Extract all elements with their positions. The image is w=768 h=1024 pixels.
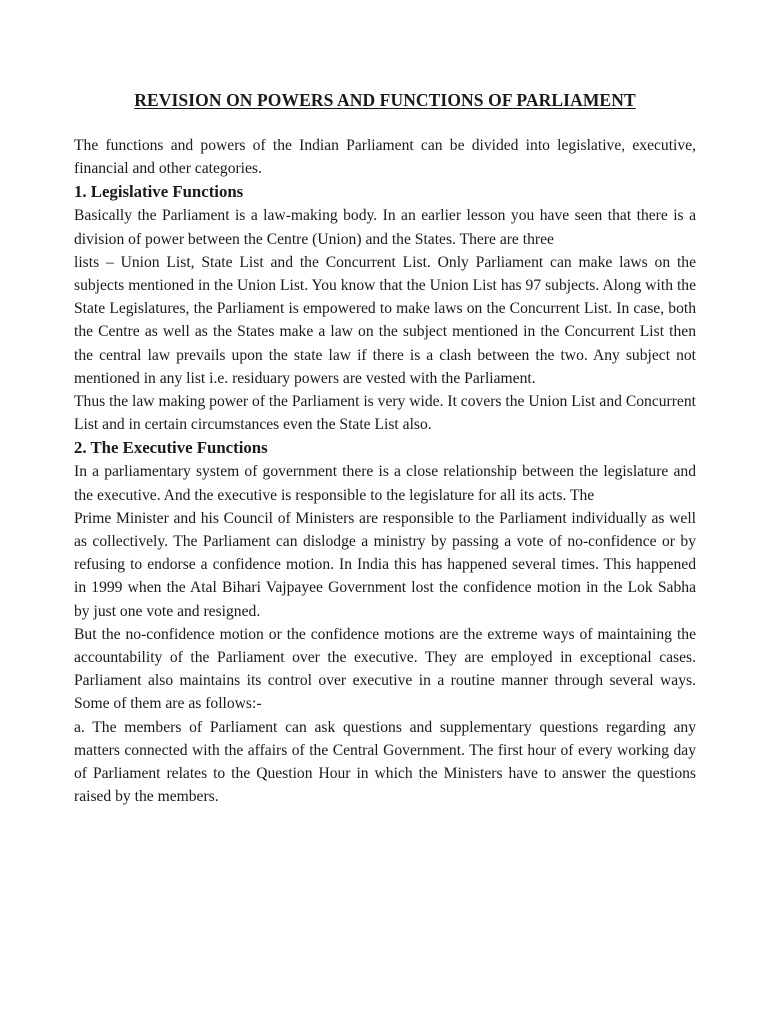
- executive-paragraph-1a: In a parliamentary system of government there is a close relationship between the legislature and the executive. And the executive is responsible to the legislature for all its acts. The: [74, 463, 696, 504]
- section-heading-executive: 2. The Executive Functions: [74, 438, 268, 458]
- legislative-paragraph-1b: lists – Union List, State List and the Concurrent List. Only Parliament can make laws on the subjects mentioned in the Union List. You know that the Union List has 97 subjects. Along with the State Legislatures, the Parliament is empowered to make laws on the Concurrent List. In case, both the Centre as well as the States make a law on the subject mentioned in the Concurrent List then the central law prevails upon the state law if there is a clash between the two. Any subject not mentioned in any list i.e. residuary powers are vested with the Parliament.: [74, 253, 696, 387]
- legislative-paragraph-1a: Basically the Parliament is a law-making body. In an earlier lesson you have seen that there is a division of power between the Centre (Union) and the States. There are three: [74, 207, 696, 248]
- legislative-paragraph-2: Thus the law making power of the Parliament is very wide. It covers the Union List and Concurrent List and in certain circumstances even the State List also.: [74, 393, 696, 434]
- document-body: [74, 134, 696, 808]
- section-heading-legislative: 1. Legislative Functions: [74, 182, 244, 202]
- executive-paragraph-2: But the no-confidence motion or the confidence motions are the extreme ways of maintaining the accountability of the Parliament over the executive. They are employed in exceptional cases. Parliament also maintains its control over executive in a routine manner through several ways. Some of them are as follows:-: [74, 625, 696, 713]
- executive-paragraph-3: a. The members of Parliament can ask questions and supplementary questions regarding any matters connected with the affairs of the Central Government. The first hour of every working day of Parliament relates to the Question Hour in which the Ministers have to answer the questions raised by the members.: [74, 718, 696, 806]
- intro-paragraph: The functions and powers of the Indian Parliament can be divided into legislative, executive, financial and other categories.: [74, 137, 696, 178]
- executive-paragraph-1b: Prime Minister and his Council of Ministers are responsible to the Parliament individually as well as collectively. The Parliament can dislodge a ministry by passing a vote of no-confidence or by refusing to endorse a confidence motion. In India this has happened several times. This happened in 1999 when the Atal Bihari Vajpayee Government lost the confidence motion in the Lok Sabha by just one vote and resigned.: [74, 509, 696, 620]
- document-content: [74, 88, 696, 808]
- document-title: REVISION ON POWERS AND FUNCTIONS OF PARLIAMENT: [134, 90, 636, 110]
